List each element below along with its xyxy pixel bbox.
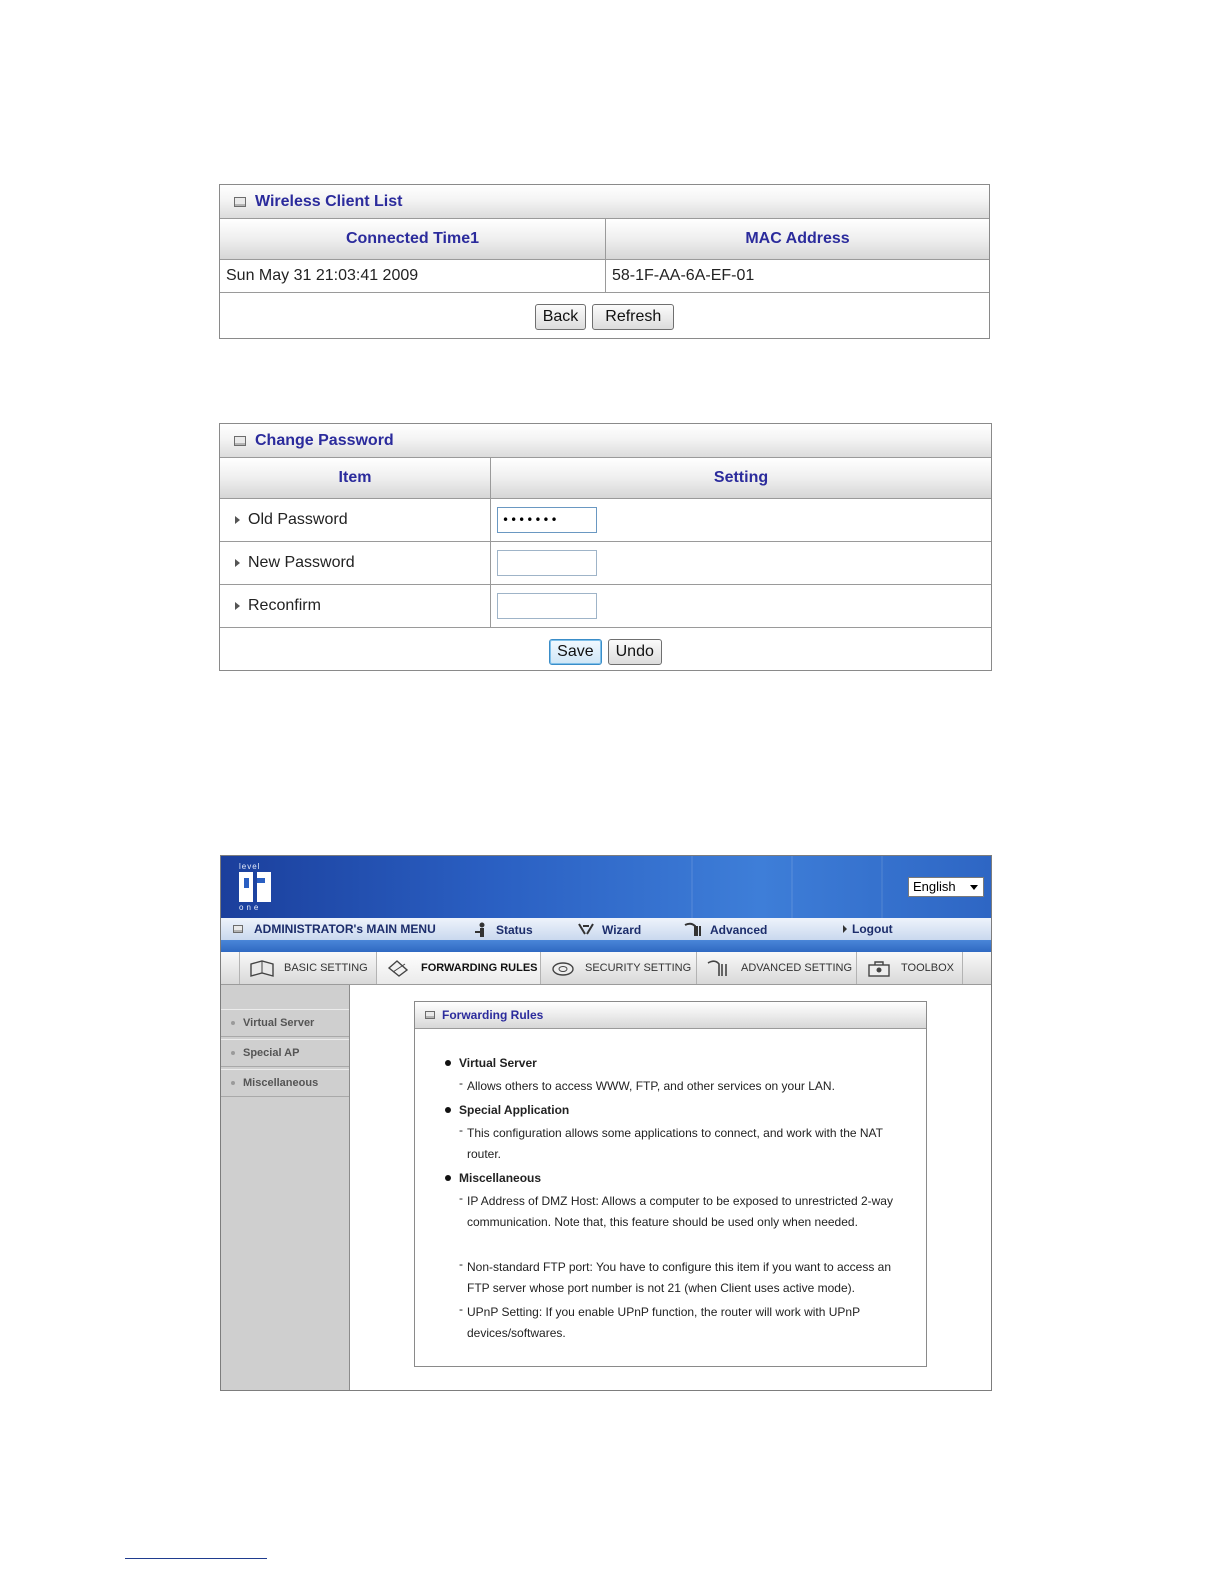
panel-header xyxy=(220,424,991,458)
logo-text-top: level xyxy=(239,862,261,871)
panel-title: Wireless Client List xyxy=(255,192,403,210)
panel-header xyxy=(415,1002,926,1029)
change-password-panel xyxy=(219,423,992,671)
window-icon xyxy=(234,436,246,446)
sidebar-item-virtual-server[interactable] xyxy=(221,1009,349,1037)
bullet-icon xyxy=(231,1051,235,1055)
refresh-button[interactable]: Refresh xyxy=(592,304,674,330)
tab-toolbox[interactable] xyxy=(857,952,963,984)
column-header: Connected Time1 xyxy=(220,219,606,260)
back-button[interactable]: Back xyxy=(535,304,587,330)
wizard-menu-item[interactable] xyxy=(577,922,641,938)
status-icon xyxy=(473,922,491,938)
language-select[interactable] xyxy=(908,877,984,897)
bullet-icon xyxy=(231,1081,235,1085)
reconfirm-field[interactable] xyxy=(497,593,597,619)
status-label: Status xyxy=(496,923,533,937)
section-heading xyxy=(445,1171,541,1185)
window-icon xyxy=(233,925,243,933)
section-heading-text: Special Application xyxy=(459,1103,570,1117)
tab-label: TOOLBOX xyxy=(901,962,954,974)
language-value: English xyxy=(913,879,956,894)
panel-header xyxy=(220,185,989,219)
forward-icon xyxy=(385,958,413,978)
mac-address-cell: 58-1F-AA-6A-EF-01 xyxy=(606,260,990,293)
client-table xyxy=(220,219,989,293)
bullet-icon xyxy=(445,1107,451,1113)
help-text: - Allows others to access WWW, FTP, and other services on your LAN. xyxy=(459,1076,899,1097)
window-icon xyxy=(234,197,246,207)
save-button[interactable]: Save xyxy=(549,639,601,665)
toolbox-icon xyxy=(865,958,893,978)
tab-security-setting[interactable] xyxy=(541,952,697,984)
undo-button[interactable]: Undo xyxy=(608,639,662,665)
logout-label: Logout xyxy=(852,922,893,936)
tab-label: SECURITY SETTING xyxy=(585,962,692,974)
password-table xyxy=(220,458,991,628)
status-menu-item[interactable] xyxy=(473,922,533,938)
section-heading-text: Miscellaneous xyxy=(459,1171,542,1185)
main-menu-title: ADMINISTRATOR's MAIN MENU xyxy=(254,922,436,936)
old-password-field[interactable] xyxy=(497,507,597,533)
tab-forwarding-rules[interactable] xyxy=(377,952,541,984)
footnote-rule xyxy=(125,1558,267,1559)
sidebar-item-label: Virtual Server xyxy=(243,1017,315,1029)
bullet-icon xyxy=(231,1021,235,1025)
arrow-right-icon xyxy=(235,602,240,610)
column-header: Item xyxy=(220,458,491,499)
table-row xyxy=(220,260,989,293)
tools-icon xyxy=(705,958,733,978)
new-password-label: New Password xyxy=(248,554,355,571)
advanced-label: Advanced xyxy=(710,923,768,937)
tab-label: FORWARDING RULES xyxy=(421,962,538,974)
levelone-logo xyxy=(237,862,277,912)
arrow-right-icon xyxy=(235,559,240,567)
table-row xyxy=(220,499,991,542)
router-admin-window xyxy=(220,855,992,1391)
help-text: - This configuration allows some applications to connect, and work with the NAT router. xyxy=(459,1123,899,1165)
chevron-down-icon xyxy=(970,885,978,890)
table-row xyxy=(220,585,991,628)
bullet-icon xyxy=(445,1175,451,1181)
sidebar-item-miscellaneous[interactable] xyxy=(221,1069,349,1097)
help-text: - IP Address of DMZ Host: Allows a computer to be exposed to unrestricted 2-way communication. Note that, this feature should be used only when needed. xyxy=(459,1191,904,1233)
help-text-body: Allows others to access WWW, FTP, and other services on your LAN. xyxy=(467,1079,835,1093)
window-icon xyxy=(425,1011,435,1019)
advanced-icon xyxy=(683,922,705,938)
help-text: - UPnP Setting: If you enable UPnP function, the router will work with UPnP devices/softwares. xyxy=(459,1302,899,1344)
sidebar-item-label: Special AP xyxy=(243,1047,300,1059)
logo-text-bottom: one xyxy=(239,903,262,912)
column-header: Setting xyxy=(491,458,992,499)
help-text-body: UPnP Setting: If you enable UPnP function, the router will work with UPnP devices/softwares. xyxy=(467,1305,860,1340)
tab-bar xyxy=(221,952,991,985)
logout-menu-item[interactable] xyxy=(843,922,893,936)
sidebar-item-label: Miscellaneous xyxy=(243,1077,319,1089)
reconfirm-label: Reconfirm xyxy=(248,597,321,614)
help-text: - Non-standard FTP port: You have to configure this item if you want to access an FTP server whose port number is not 21 (when Client uses active mode). xyxy=(459,1257,904,1299)
arrow-right-icon xyxy=(843,925,847,933)
wizard-label: Wizard xyxy=(602,923,642,937)
sidebar-item-special-ap[interactable] xyxy=(221,1039,349,1067)
lock-icon xyxy=(549,958,577,978)
tab-label: BASIC SETTING xyxy=(284,962,368,974)
wizard-icon xyxy=(577,922,597,938)
sidebar xyxy=(221,985,350,1390)
forwarding-rules-panel xyxy=(414,1001,927,1367)
main-menu-bar xyxy=(221,918,991,941)
header-band xyxy=(221,940,991,952)
router-header xyxy=(221,856,991,918)
connected-time-cell: Sun May 31 21:03:41 2009 xyxy=(220,260,606,293)
new-password-field[interactable] xyxy=(497,550,597,576)
section-heading-text: Virtual Server xyxy=(459,1056,537,1070)
advanced-menu-item[interactable] xyxy=(683,922,767,938)
table-row xyxy=(220,542,991,585)
help-text-body: Non-standard FTP port: You have to configure this item if you want to access an FTP server whose port number is not 21 (when Client uses active mode). xyxy=(467,1260,892,1295)
tab-advanced-setting[interactable] xyxy=(697,952,857,984)
tab-basic-setting[interactable] xyxy=(239,952,377,984)
tab-label: ADVANCED SETTING xyxy=(741,962,853,974)
panel-title: Change Password xyxy=(255,431,394,449)
arrow-right-icon xyxy=(235,516,240,524)
section-heading xyxy=(445,1103,569,1117)
help-text-body: This configuration allows some applications to connect, and work with the NAT router. xyxy=(467,1126,883,1161)
button-row xyxy=(220,293,989,341)
help-text-body: IP Address of DMZ Host: Allows a computer to be exposed to unrestricted 2-way communication. Note that, this feature should be used only when needed. xyxy=(467,1194,893,1229)
old-password-label: Old Password xyxy=(248,511,348,528)
section-heading xyxy=(445,1056,537,1070)
logo-mark-icon xyxy=(239,872,273,902)
column-header: MAC Address xyxy=(606,219,990,260)
bullet-icon xyxy=(445,1060,451,1066)
button-row xyxy=(220,628,991,676)
wireless-client-list-panel xyxy=(219,184,990,339)
panel-title: Forwarding Rules xyxy=(442,1008,544,1022)
book-icon xyxy=(248,958,276,978)
